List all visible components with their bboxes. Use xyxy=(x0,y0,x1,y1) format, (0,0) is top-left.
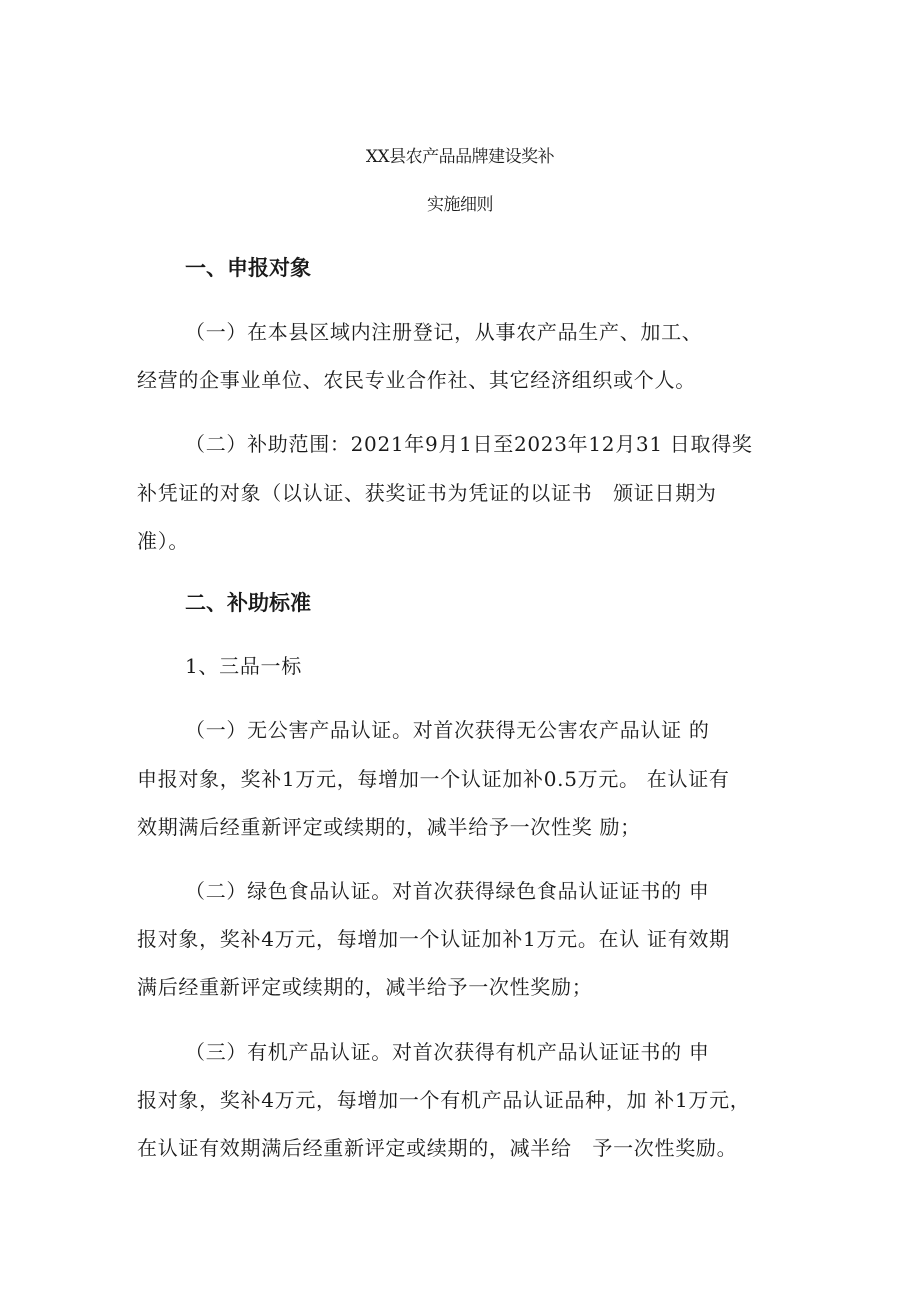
section-2-item-1-line-3: 效期满后经重新评定或续期的，减半给予一次性奖 励； xyxy=(137,815,641,839)
section-1-item-2-line-2: 补凭证的对象（以认证、获奖证书为凭证的以证书 颁证日期为 xyxy=(137,481,717,505)
section-2-heading: 二、补助标准 xyxy=(185,591,311,615)
section-2-item-2-line-3: 满后经重新评定或续期的，减半给予一次性奖励； xyxy=(137,975,593,999)
section-1-heading: 一、申报对象 xyxy=(185,256,311,280)
section-2-item-3-line-2: 报对象，奖补4万元，每增加一个有机产品认证品种，加 补1万元， xyxy=(137,1088,751,1112)
section-1-item-2-line-3: 准）。 xyxy=(137,529,190,553)
document-title-line-1: XX县农产品品牌建设奖补 xyxy=(365,147,555,167)
section-2-item-1-line-1: （一）无公害产品认证。对首次获得无公害农产品认证 的 xyxy=(185,718,710,742)
section-1-item-1-line-1: （一）在本县区域内注册登记，从事农产品生产、加工、 xyxy=(185,320,703,344)
section-2-item-2-line-1: （二）绿色食品认证。对首次获得绿色食品认证证书的 申 xyxy=(185,879,710,903)
section-1-item-1-line-2: 经营的企事业单位、农民专业合作社、其它经济组织或个人。 xyxy=(137,368,696,392)
section-2-subheading: 1、三品一标 xyxy=(185,654,302,678)
section-1-item-2-line-1: （二）补助范围：2021年9月1日至2023年12月31 日取得奖 xyxy=(185,432,753,456)
section-2-item-2-line-2: 报对象，奖补4万元，每增加一个认证加补1万元。在认 证有效期 xyxy=(137,927,730,951)
document-title-line-2: 实施细则 xyxy=(427,195,493,215)
section-2-item-3-line-1: （三）有机产品认证。对首次获得有机产品认证证书的 申 xyxy=(185,1040,710,1064)
section-2-item-1-line-2: 申报对象，奖补1万元，每增加一个认证加补0.5万元。 在认证有 xyxy=(137,767,730,791)
section-2-item-3-line-3: 在认证有效期满后经重新评定或续期的，减半给 予一次性奖励。 xyxy=(137,1136,738,1160)
